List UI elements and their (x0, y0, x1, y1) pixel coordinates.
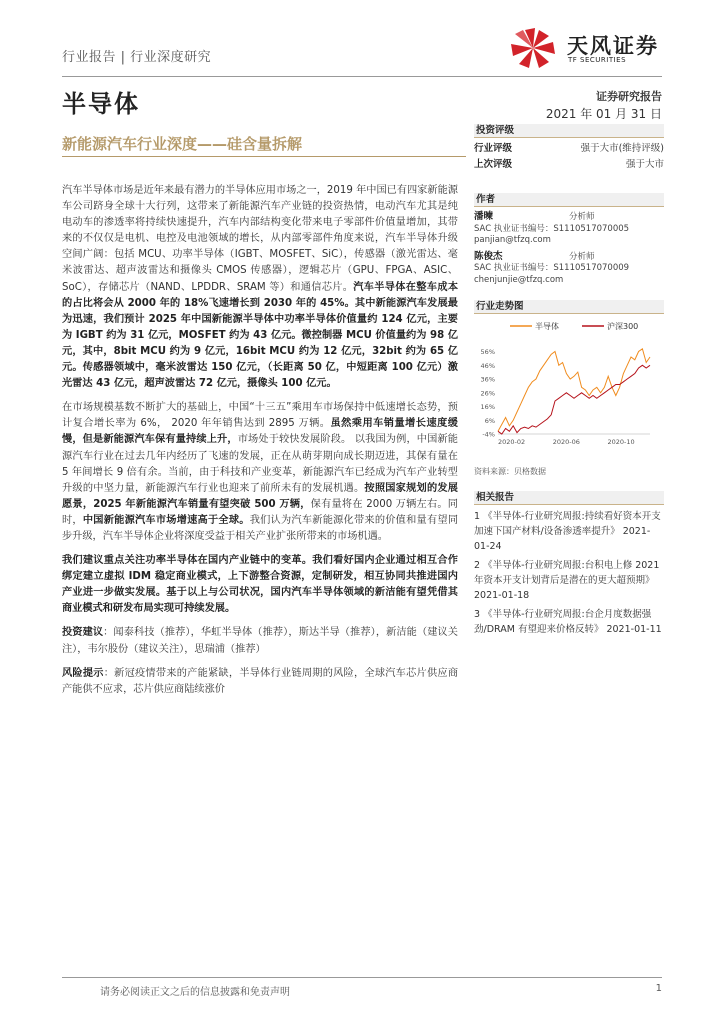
y-tick-label: -4% (482, 430, 495, 439)
y-tick-label: 36% (480, 375, 495, 384)
chart-source: 资料来源：贝格数据 (474, 467, 546, 476)
trend-chart-svg (474, 314, 664, 464)
p2-text-g: 我们认为汽车新能源化带来的价值和量有望同步升级，汽车半导体企业将深度受益于相关产业扩张所带来的市场机遇。 (62, 514, 459, 542)
main-content (62, 183, 458, 706)
y-tick-label: 26% (480, 389, 495, 398)
paragraph-investment (62, 625, 458, 657)
logo-text-cn: 天风证券 (567, 34, 659, 58)
sector-title: 半导体 (62, 90, 140, 118)
last-rating-label: 上次评级 (474, 159, 513, 170)
logo-mark-icon (505, 26, 561, 72)
report-type: 证券研究报告 (596, 90, 662, 103)
y-tick-label: 56% (480, 348, 495, 356)
p2-bold-b: 虽然乘用车销量增长速度缓慢，但是新能源汽车保有量持续上升， (62, 418, 458, 446)
p2-text-c: 市场处于较快发展阶段。 以我国为例，中国新能源汽车行业在过去几年内经历了飞速的发展，正在从萌芽期向成长期迈进，其保有量在 5 年间增长 9 倍有余。当前，由于科技和产业变革，新能源汽车已经成为汽车产业转型升级的中坚力量，新能源汽车行业也迎来了前所未有的发展机遇。 (62, 434, 458, 494)
p2-bold-f: 中国新能源汽车市场增速高于全球。 (82, 514, 250, 526)
p2-bold-d: 按照国家规划的发展愿景，2025 年新能源汽车销量有望突破 500 万辆， (62, 482, 458, 510)
investment-label: 投资建议 (62, 627, 104, 639)
author-2-name: 陈俊杰 (474, 250, 503, 262)
author-2-title: 分析师 (569, 251, 595, 262)
paragraph-1 (62, 183, 458, 392)
related-header: 相关报告 (474, 491, 664, 505)
paragraph-risk (62, 666, 458, 698)
industry-rating-value: 强于大市(维持评级) (580, 143, 664, 154)
investment-text: ：闻泰科技（推荐），华虹半导体（推荐），斯达半导（推荐），新洁能（建议关注），韦尔股份（建议关注），思瑞浦（推荐） (62, 627, 458, 655)
report-category: 行业报告 | 行业深度研究 (62, 50, 212, 65)
paragraph-2 (62, 400, 458, 545)
series-line-0 (498, 349, 650, 432)
related-report-1[interactable]: 1 《半导体-行业研究周报:持续看好资本开支加速下国产材料/设备渗透率提升》 2021-01-24 (474, 511, 661, 552)
author-1-cert: SAC 执业证书编号：S1110517070005 (474, 223, 630, 234)
author-1-email[interactable]: panjian@tfzq.com (474, 235, 551, 245)
x-tick-label: 2020-06 (552, 438, 580, 446)
related-report-2[interactable]: 2 《半导体-行业研究周报:台积电上修 2021 年资本开支计划背后是潜在的更大超预期》 2021-01-18 (474, 560, 660, 601)
company-logo (505, 26, 675, 72)
logo-text-en: TF SECURITIES (568, 56, 627, 64)
rating-header: 投资评级 (474, 124, 664, 138)
author-1-name: 潘暕 (474, 211, 494, 222)
title-underline (62, 156, 466, 157)
p1-text: 汽车半导体市场是近年来最有潜力的半导体应用市场之一，2019 年中国已有四家新能源车公司跻身全球十大行列，这带来了新能源汽车产业链的投资热情，电动汽车尤其是纯电动车的渗透率将持续快速提升，汽车内部结构变化带来电子零部件价值量增加，其带来的不仅仅是电机、电控及电池领域的增长，从内部零部件角度来说，汽车半导体升级空间广阔：包括 MCU、功率半导体（IGBT、MOSFET、SiC），传感器（激光雷达、毫米波雷达、超声波雷达和摄像头 CMOS 传感器），逻辑芯片（GPU、FPGA、ASIC、SoC），存储芯片（NAND、LPDDR、SRAM 等）和通信芯片。 (62, 185, 458, 293)
industry-rating-row (474, 141, 664, 157)
risk-text: ：新冠疫情带来的产能紧缺，半导体行业链周期的风险，全球汽车芯片供应商产能供不应求，芯片供应商陆续涨价 (62, 667, 459, 695)
report-title: 新能源汽车行业深度——硅含量拆解 (62, 135, 303, 153)
sidebar (474, 124, 664, 637)
trend-chart (474, 314, 664, 464)
last-rating-row (474, 157, 664, 173)
x-tick-label: 2020-02 (498, 438, 526, 446)
industry-rating-label: 行业评级 (474, 143, 513, 154)
p2-text-a: 在市场规模基数不断扩大的基础上，中国“十三五”乘用车市场保持中低速增长态势，预计复合增长率为 6%， 2020 年年销售达到 2895 万辆。 (62, 402, 458, 430)
legend-label-1: 沪深300 (607, 322, 639, 331)
paragraph-3: 我们建议重点关注功率半导体在国内产业链中的变革。我们看好国内企业通过相互合作绑定建立虚拟 IDM 稳定商业模式，上下游整合资源，定制研发，相互协同共推进国内产业进一步做实发展。基于以上与公司状况，国内汽车半导体领域的新洁能有望凭借其商业模式和研发布局实现可持续发展。 (62, 555, 458, 615)
author-1 (474, 211, 664, 247)
legend-label-0: 半导体 (535, 322, 559, 331)
author-2-cert: SAC 执业证书编号：S1110517070009 (474, 263, 630, 273)
author-1-title: 分析师 (569, 212, 595, 222)
report-date: 2021 年 01 月 31 日 (545, 107, 662, 121)
author-header: 作者 (474, 193, 664, 207)
last-rating-value: 强于大市 (625, 159, 664, 170)
y-tick-label: 6% (484, 416, 495, 425)
y-tick-label: 16% (480, 403, 495, 411)
p2-text-e: 保有量将在 2000 万辆左右。同时， (62, 498, 458, 526)
risk-label: 风险提示 (62, 667, 104, 679)
page-number: 1 (655, 983, 662, 994)
x-tick-label: 2020-10 (607, 438, 635, 446)
header-divider (62, 76, 662, 77)
related-report-3[interactable]: 3 《半导体-行业研究周报:台企月度数据强劲/DRAM 有望迎来价格反转》 2021-01-11 (474, 609, 662, 635)
author-2 (474, 251, 664, 287)
footer-notice: 请务必阅读正文之后的信息披露和免责声明 (100, 987, 290, 998)
trend-header: 行业走势图 (474, 300, 664, 314)
author-2-email[interactable]: chenjunjie@tfzq.com (474, 274, 564, 285)
footer-divider (62, 977, 662, 978)
p1-bold-text: 汽车半导体在整车成本的占比将会从 2000 年的 18%飞速增长到 2030 年的 45%。其中新能源汽车发展最为迅速，我们预计 2025 年中国新能源半导体中功率半导体价值量约 124 亿元，主要为 IGBT 约为 31 亿元，MOSFET 约为 43 亿元。微控制器 MCU 价值量约为 98 亿元，其中，8bit MCU 约为 9 亿元，16bit MCU 约为 12 亿元，32bit 约为 65 亿元。传感器领域中，毫米波雷达 150 亿元，（长距离 50 亿，中短距离 100 亿元）激光雷达 43 亿元，超声波雷达 72 亿元，摄像头 100 亿元。 (62, 281, 459, 390)
y-tick-label: 46% (480, 361, 495, 370)
